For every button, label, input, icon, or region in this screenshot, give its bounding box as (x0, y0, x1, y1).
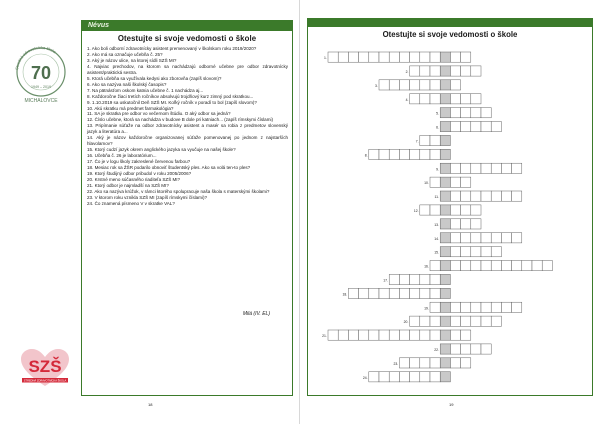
crossword-cell[interactable] (410, 358, 420, 368)
logo-num-text: 70 (30, 63, 52, 83)
crossword-cell[interactable] (420, 205, 430, 215)
crossword-cell[interactable] (461, 205, 471, 215)
crossword-cell[interactable] (410, 274, 420, 284)
crossword-cell[interactable] (461, 344, 471, 354)
crossword-row-number: 1. (323, 56, 327, 61)
crossword-cell[interactable] (481, 247, 491, 257)
crossword-cell[interactable] (450, 247, 460, 257)
crossword-cell[interactable] (420, 316, 430, 326)
quiz-question: 1. Ako boli odborní zdravotnícky asistent premenovaný v školskom roku 2019/2020? (87, 46, 257, 51)
crossword-solution-cell[interactable] (440, 122, 450, 132)
crossword-cell[interactable] (430, 302, 440, 312)
crossword-cell[interactable] (461, 94, 471, 104)
crossword-cell[interactable] (430, 330, 440, 340)
crossword-row-number: 17. (383, 278, 388, 283)
crossword-cell[interactable] (461, 316, 471, 326)
crossword-solution-cell[interactable] (440, 205, 450, 215)
crossword-cell[interactable] (399, 80, 409, 90)
crossword-solution-cell[interactable] (440, 372, 450, 382)
crossword-row-number: 19. (424, 306, 429, 311)
crossword-solution-cell[interactable] (440, 316, 450, 326)
crossword-cell[interactable] (450, 66, 460, 76)
crossword-cell[interactable] (399, 274, 409, 284)
crossword-cell[interactable] (420, 330, 430, 340)
crossword-cell[interactable] (491, 261, 501, 271)
crossword-cell[interactable] (410, 149, 420, 159)
crossword-title: Otestujte si svoje vedomosti o škole (382, 30, 518, 39)
crossword-cell[interactable] (430, 66, 440, 76)
crossword-cell[interactable] (450, 52, 460, 62)
crossword-solution-cell[interactable] (440, 80, 450, 90)
crossword-solution-cell[interactable] (440, 52, 450, 62)
quiz-question: 24. Čo znamená písmeno V v skratke VAL? (87, 200, 175, 206)
crossword-solution-cell[interactable] (440, 302, 450, 312)
crossword-cell[interactable] (348, 288, 358, 298)
quiz-question: 11. SA je skratka pre odbor vo večernom štúdiu. O aký odbor sa jedná? (87, 111, 231, 117)
crossword-cell[interactable] (430, 358, 440, 368)
crossword-cell[interactable] (471, 66, 481, 76)
crossword-cell[interactable] (461, 247, 471, 257)
crossword-row-number: 10. (424, 181, 429, 186)
crossword-cell[interactable] (369, 52, 379, 62)
school-anniversary-logo (12, 36, 70, 108)
crossword-cell[interactable] (389, 52, 399, 62)
crossword-cell[interactable] (491, 316, 501, 326)
crossword-cell[interactable] (501, 163, 511, 173)
crossword-cell[interactable] (461, 330, 471, 340)
crossword-cell[interactable] (420, 149, 430, 159)
crossword-row-number: 18. (342, 292, 348, 297)
crossword-cell[interactable] (430, 149, 440, 159)
crossword-row-number: 16. (424, 264, 429, 269)
crossword-row-number: 14. (434, 236, 439, 241)
crossword-cell[interactable] (430, 177, 440, 187)
crossword-cell[interactable] (471, 205, 481, 215)
quiz-question: 13. Pripímanie súťaže na odbor zdravotnícky asistent a masér sa robia z predmetov slovenský jazyk a literatúra a... (87, 123, 288, 135)
crossword-cell[interactable] (430, 52, 440, 62)
crossword-row-number: 12. (413, 209, 419, 214)
crossword-row-number: 4. (405, 97, 409, 102)
crossword-cell[interactable] (359, 52, 369, 62)
crossword-cell[interactable] (389, 372, 399, 382)
quiz-question: 4. Najviac prechodov, na ktorom sa nachádzajú odborné učebne pre odbor zdravotnícky asistent/praktická sestra. (87, 63, 288, 75)
crossword-cell[interactable] (399, 52, 409, 62)
crossword-cell[interactable] (471, 108, 481, 118)
quiz-question: 22. Ako sa nazýva krúžok, v rámci ktorého spolupracuje naša škola s materskými školami? (87, 188, 270, 194)
crossword-solution-cell[interactable] (440, 330, 450, 340)
crossword-cell[interactable] (481, 108, 491, 118)
crossword-cell[interactable] (542, 261, 552, 271)
crossword-cell[interactable] (379, 288, 389, 298)
crossword-cell[interactable] (471, 163, 481, 173)
crossword-cell[interactable] (420, 135, 430, 145)
crossword-cell[interactable] (348, 52, 358, 62)
page-number-right: 19 (449, 402, 454, 407)
quiz-article (81, 20, 293, 396)
crossword-cell[interactable] (420, 274, 430, 284)
crossword-cell[interactable] (379, 372, 389, 382)
crossword-solution-cell[interactable] (440, 94, 450, 104)
crossword-box (307, 18, 593, 396)
crossword-cell[interactable] (369, 288, 379, 298)
crossword-cell[interactable] (512, 163, 522, 173)
crossword-solution-cell[interactable] (440, 191, 450, 201)
author-signature: Milá (IV. EL) (242, 311, 270, 317)
crossword-cell[interactable] (430, 135, 440, 145)
crossword-cell[interactable] (461, 52, 471, 62)
crossword-cell[interactable] (389, 80, 399, 90)
quiz-question: 18. Mesiac rok sa ŽŠR podarilo obnoviť študentský ples. Ako sa volá ten-to ples? (87, 165, 251, 171)
crossword-cell[interactable] (471, 191, 481, 201)
crossword-cell[interactable] (481, 302, 491, 312)
crossword-cell[interactable] (450, 358, 460, 368)
crossword-cell[interactable] (420, 52, 430, 62)
crossword-cell[interactable] (430, 80, 440, 90)
crossword-solution-cell[interactable] (440, 233, 450, 243)
crossword-cell[interactable] (471, 316, 481, 326)
crossword-cell[interactable] (491, 247, 501, 257)
crossword-row-number: 21. (322, 334, 327, 339)
crossword-cell[interactable] (328, 330, 338, 340)
crossword-cell[interactable] (532, 261, 542, 271)
crossword-cell[interactable] (379, 52, 389, 62)
section-header-bar (82, 21, 292, 31)
crossword-cell[interactable] (410, 66, 420, 76)
crossword-cell[interactable] (501, 302, 511, 312)
crossword-cell[interactable] (328, 52, 338, 62)
crossword-cell[interactable] (450, 205, 460, 215)
crossword-cell[interactable] (461, 163, 471, 173)
crossword-cell[interactable] (450, 219, 460, 229)
crossword-cell[interactable] (461, 191, 471, 201)
crossword-row-number: 24. (362, 375, 368, 380)
crossword-solution-cell[interactable] (440, 177, 450, 187)
crossword-cell[interactable] (410, 330, 420, 340)
brand-cap-text: STREDNÁ ZDRAVOTNÍCKA ŠKOLA (23, 379, 67, 383)
crossword-cell[interactable] (450, 163, 460, 173)
crossword-cell[interactable] (399, 149, 409, 159)
quiz-question: 3. Aký je názov ulice, na ktorej sídli SZŠ MI? (87, 57, 177, 63)
crossword-cell[interactable] (471, 219, 481, 229)
crossword-cell[interactable] (389, 149, 399, 159)
crossword-cell[interactable] (512, 261, 522, 271)
crossword-cell[interactable] (430, 274, 440, 284)
crossword-cell[interactable] (420, 288, 430, 298)
crossword-grid (308, 19, 594, 397)
crossword-row-number: 9. (436, 167, 439, 172)
crossword-cell[interactable] (450, 330, 460, 340)
crossword-cell[interactable] (410, 316, 420, 326)
quiz-question: 2. Ako má sa označuje učebňa č. 25? (87, 51, 163, 57)
crossword-cell[interactable] (471, 302, 481, 312)
crossword-cell[interactable] (461, 108, 471, 118)
crossword-cell[interactable] (389, 330, 399, 340)
crossword-cell[interactable] (461, 219, 471, 229)
crossword-cell[interactable] (389, 288, 399, 298)
crossword-cell[interactable] (399, 288, 409, 298)
crossword-cell[interactable] (450, 344, 460, 354)
crossword-cell[interactable] (430, 205, 440, 215)
crossword-cell[interactable] (471, 233, 481, 243)
crossword-cell[interactable] (481, 163, 491, 173)
quiz-question: 12. Číslo učebne, ktorá sa nachádza v budove B dole pri katniach... (zapíš rímskymi číslami) (87, 117, 274, 123)
crossword-cell[interactable] (410, 288, 420, 298)
crossword-solution-cell[interactable] (440, 163, 450, 173)
crossword-cell[interactable] (420, 80, 430, 90)
crossword-cell[interactable] (481, 344, 491, 354)
quiz-question: 16. Učebňa č. 26 je laboratórium... (87, 153, 157, 159)
crossword-cell[interactable] (430, 261, 440, 271)
crossword-cell[interactable] (491, 233, 501, 243)
crossword-cell[interactable] (359, 330, 369, 340)
crossword-cell[interactable] (481, 316, 491, 326)
section-label: Névus (88, 22, 110, 29)
quiz-question: 9. 1.10.2019 sa uskutočnil Deň SZŠ MI. Koľký ročník v poradí to bol (zapíš slovom)? (87, 99, 257, 105)
crossword-cell[interactable] (501, 233, 511, 243)
crossword-row-number: 20. (403, 320, 409, 325)
crossword-row-number: 11. (434, 195, 439, 200)
crossword-cell[interactable] (410, 80, 420, 90)
crossword-cell[interactable] (399, 372, 409, 382)
crossword-solution-cell[interactable] (440, 274, 450, 284)
crossword-solution-cell[interactable] (440, 261, 450, 271)
crossword-cell[interactable] (450, 108, 460, 118)
quiz-question: 6. Ako sa nazýva naši školský časopis? (87, 81, 167, 87)
crossword-solution-cell[interactable] (440, 149, 450, 159)
crossword-cell[interactable] (481, 233, 491, 243)
crossword-cell[interactable] (410, 52, 420, 62)
crossword-row-number: 8. (364, 153, 368, 158)
crossword-solution-cell[interactable] (440, 288, 450, 298)
crossword-cell[interactable] (430, 316, 440, 326)
crossword-cell[interactable] (450, 177, 460, 187)
crossword-cell[interactable] (481, 122, 491, 132)
crossword-cell[interactable] (450, 261, 460, 271)
crossword-cell[interactable] (389, 274, 399, 284)
crossword-cell[interactable] (450, 302, 460, 312)
crossword-solution-cell[interactable] (440, 344, 450, 354)
quiz-question: 10. Akú skratku má predmet farmakológia? (87, 105, 174, 111)
crossword-solution-cell[interactable] (440, 108, 450, 118)
crossword-row-number: 6. (436, 125, 439, 130)
crossword-cell[interactable] (471, 122, 481, 132)
crossword-row-number: 3. (374, 83, 378, 88)
crossword-solution-cell[interactable] (440, 358, 450, 368)
crossword-cell[interactable] (461, 122, 471, 132)
page-number-left: 18 (148, 402, 153, 407)
crossword-cell[interactable] (338, 52, 348, 62)
quiz-question: 14. Aký je názov každoročne organizovanej súťaže pomenovanej po jednom z najstarších hlavolamov? (87, 135, 288, 147)
brand-text-text: SZŠ (28, 357, 62, 376)
quiz-title: Otestujte si svoje vedomosti o škole (117, 34, 257, 43)
crossword-cell[interactable] (450, 191, 460, 201)
crossword-row-number: 22. (434, 348, 439, 353)
crossword-cell[interactable] (501, 191, 511, 201)
crossword-cell[interactable] (359, 288, 369, 298)
crossword-cell[interactable] (399, 330, 409, 340)
crossword-cell[interactable] (512, 302, 522, 312)
crossword-cell[interactable] (450, 80, 460, 90)
crossword-cell[interactable] (461, 233, 471, 243)
crossword-cell[interactable] (369, 330, 379, 340)
quiz-question: 7. Na pätnásťom oskom katnia učebne č. 1 nachádza aj... (87, 87, 204, 93)
question-list (82, 46, 292, 207)
crossword-row-number: 7. (415, 139, 419, 144)
crossword-cell[interactable] (491, 302, 501, 312)
crossword-cell[interactable] (461, 261, 471, 271)
crossword-cell[interactable] (491, 163, 501, 173)
logo-city-text: MICHALOVCE (24, 98, 58, 104)
szs-brand-logo (18, 348, 72, 388)
crossword-cell[interactable] (430, 288, 440, 298)
crossword-cell[interactable] (399, 358, 409, 368)
crossword-row-number: 13. (434, 222, 439, 227)
crossword-row-number: 23. (393, 361, 399, 366)
crossword-cell[interactable] (430, 372, 440, 382)
crossword-cell[interactable] (338, 330, 348, 340)
crossword-cell[interactable] (450, 122, 460, 132)
quiz-question: 23. V ktorom roku vznikla SZŠ MI (zapíš rímskymi číslami)? (87, 194, 208, 200)
logo-arc-text: Stredná zdravotnícka škola (14, 44, 58, 71)
quiz-question: 8. Každoročne žiaci tretích ročníkov absolvujú trojdňový kurz zimný pod skratkou... (87, 93, 254, 99)
crossword-cell[interactable] (450, 316, 460, 326)
crossword-cell[interactable] (420, 358, 430, 368)
crossword-cell[interactable] (491, 122, 501, 132)
crossword-cell[interactable] (420, 66, 430, 76)
crossword-cell[interactable] (512, 233, 522, 243)
crossword-solution-cell[interactable] (440, 247, 450, 257)
quiz-question: 17. Čo je v logu školy zakreslené červenou farbou? (87, 159, 191, 165)
crossword-row-number: 15. (434, 250, 439, 255)
crossword-row-number: 2. (405, 70, 409, 75)
crossword-cell[interactable] (420, 372, 430, 382)
crossword-cell[interactable] (461, 302, 471, 312)
quiz-question: 21. Ktorý odbor je najmladší na SZŠ MI? (87, 182, 169, 188)
crossword-cell[interactable] (379, 330, 389, 340)
crossword-cell[interactable] (471, 247, 481, 257)
crossword-cell[interactable] (471, 261, 481, 271)
crossword-cell[interactable] (481, 261, 491, 271)
crossword-row-number: 5. (436, 111, 439, 116)
quiz-question: 19. Ktorý študijný odbor pribudol v roku 2005/2006? (87, 171, 192, 177)
quiz-question: 20. Krstné meno súčasného riaditeľa SZŠ MI? (87, 176, 181, 182)
crossword-cell[interactable] (379, 149, 389, 159)
crossword-cell[interactable] (481, 191, 491, 201)
crossword-cell[interactable] (491, 191, 501, 201)
crossword-cell[interactable] (471, 344, 481, 354)
crossword-cell[interactable] (410, 94, 420, 104)
crossword-cell[interactable] (501, 261, 511, 271)
crossword-cell[interactable] (461, 177, 471, 187)
crossword-cell[interactable] (461, 358, 471, 368)
crossword-cell[interactable] (369, 372, 379, 382)
crossword-cell[interactable] (348, 330, 358, 340)
crossword-cell[interactable] (369, 149, 379, 159)
crossword-cell[interactable] (450, 233, 460, 243)
crossword-cell[interactable] (471, 94, 481, 104)
crossword-solution-cell[interactable] (440, 66, 450, 76)
crossword-cell[interactable] (379, 80, 389, 90)
crossword-solution-cell[interactable] (440, 135, 450, 145)
crossword-cell[interactable] (430, 94, 440, 104)
crossword-cell[interactable] (461, 66, 471, 76)
crossword-cell[interactable] (420, 94, 430, 104)
crossword-cell[interactable] (410, 372, 420, 382)
crossword-cell[interactable] (450, 94, 460, 104)
crossword-solution-cell[interactable] (440, 219, 450, 229)
crossword-cell[interactable] (512, 191, 522, 201)
quiz-question: 15. Ktorý cudzí jazyk okrem anglického jazyka sa vyučuje na našej škole? (87, 147, 236, 153)
quiz-question: 5. Ktorá učebňa sa využívala kedysi ako zborovňa (zapíš slovom)? (87, 75, 222, 81)
logo-years-text: 1949 – 2019 (31, 85, 51, 89)
crossword-cell[interactable] (522, 261, 532, 271)
